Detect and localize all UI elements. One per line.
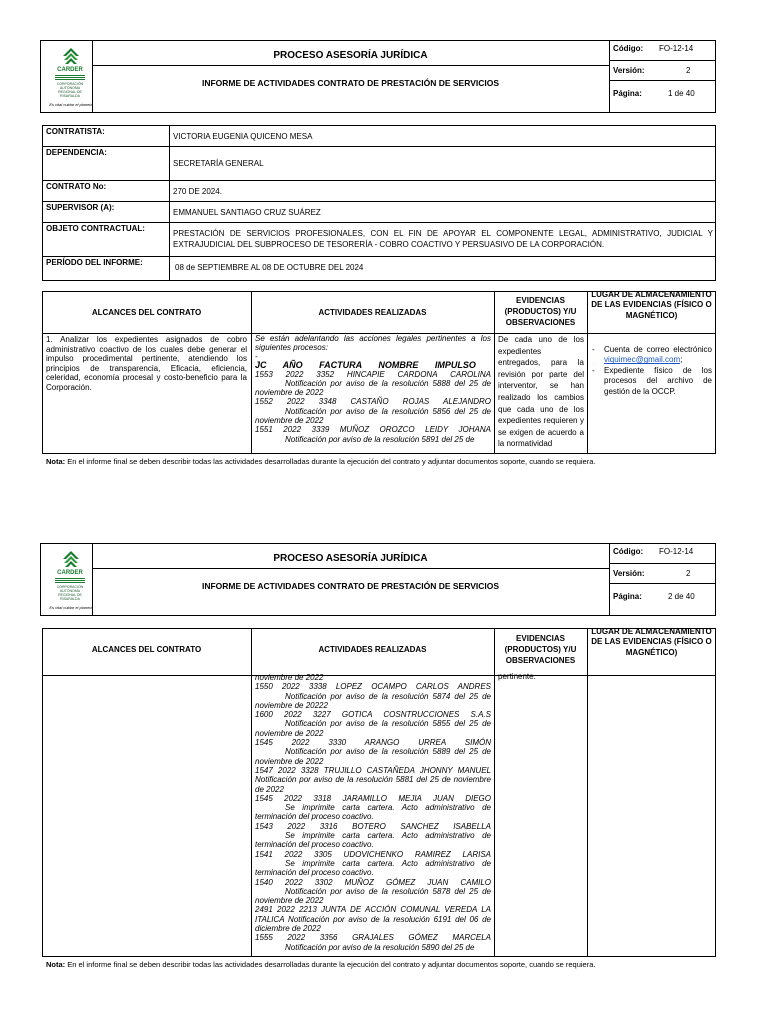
act-line: Notificación por aviso de la resolución 5891 del 25 de: [285, 434, 475, 444]
codigo-label: Código:: [613, 44, 644, 53]
act-line: Notificación por aviso de la resolución 5856 del 25 de noviembre de 2022: [255, 406, 491, 426]
act-line: 1543 2022 3316 BOTERO SANCHEZ ISABELLA: [255, 821, 491, 831]
page-title: PROCESO ASESORÍA JURÍDICA: [273, 50, 428, 61]
supervisor-value: EMMANUEL SANTIAGO CRUZ SUÁREZ: [173, 208, 321, 217]
logo-name: CARDER: [57, 570, 83, 576]
codigo-label: Código:: [613, 547, 644, 556]
periodo-label: PERÍODO DEL INFORME:: [46, 258, 143, 267]
objeto-value: PRESTACIÓN DE SERVICIOS PROFESIONALES, CON EL FIN DE APOYAR EL COMPONENTE LEGAL, ADMINISTRATIVO, JUDICIAL Y EXTRAJUDICIAL DEL SUBPROCESO DE TESORERÍA - COBRO COACTIVO Y PERSUASIVO DE LA CORPORACIÓN.: [173, 229, 713, 249]
act-line: 1553 2022 3352 HINCAPIE CARDONA CAROLINA: [255, 369, 491, 379]
col-actividades: ACTIVIDADES REALIZADAS: [318, 308, 427, 317]
activities-col-header: JC AÑO FACTURA NOMBRE IMPULSO: [255, 359, 476, 370]
act-line: 1551 2022 3339 MUÑOZ OROZCO LEIDY JOHANA: [255, 425, 491, 435]
pagina-value: 1 de 40: [668, 89, 695, 98]
act-line: Se imprimite carta cartera. Acto administrativo de terminación del proceso coactivo.: [255, 831, 491, 850]
version-value: 2: [686, 66, 691, 75]
activities-dash: -: [255, 351, 258, 361]
col-lugar: LUGAR DE ALMACENAMIENTO DE LAS EVIDENCIAS (FÍSICO O MAGNÉTICO): [591, 627, 712, 657]
col-evidencias: EVIDENCIAS (PRODUCTOS) Y/U OBSERVACIONES: [504, 296, 577, 327]
col-alcances: ALCANCES DEL CONTRATO: [91, 308, 202, 317]
activities-cell-page1: [255, 334, 491, 453]
codigo-value: FO-12-14: [659, 547, 694, 556]
document-subtitle: INFORME DE ACTIVIDADES CONTRATO DE PRESTACIÓN DE SERVICIOS: [201, 581, 500, 591]
email-link[interactable]: viquimec@gmail.com: [604, 355, 681, 365]
dependencia-value: SECRETARÍA GENERAL: [173, 159, 264, 168]
carder-logo: [49, 548, 93, 612]
act-line: 1541 2022 3305 UDOVICHENKO RAMIREZ LARISA: [255, 849, 491, 859]
version-label: Versión:: [613, 66, 645, 75]
act-line: Notificación por aviso de la resolución 5890 del 25 de: [285, 942, 475, 952]
alcance-text: 1. Analizar los expedientes asignados de cobro administrativo coactivo de los cuales debe generar el impulso procedimental pertinente, atendiendo los principios de transparencia, Eficacia, eficiencia, celeridad, economía procesal y costo-beneficio para la Corporación.: [46, 335, 247, 392]
act-line: Notificación por aviso de la resolución 5855 del 25 de noviembre de 2022: [255, 719, 491, 738]
periodo-value: 08 de SEPTIEMBRE AL 08 DE OCTUBRE DEL 2024: [175, 263, 364, 272]
carder-logo: [49, 45, 93, 109]
version-value: 2: [686, 569, 691, 578]
col-alcances: ALCANCES DEL CONTRATO: [91, 645, 202, 654]
evidencias-cell-page1: [498, 334, 584, 453]
pagina-value: 2 de 40: [668, 592, 695, 601]
activities-cell-page2: [255, 673, 491, 956]
dependencia-label: DEPENDENCIA:: [46, 148, 107, 157]
logo-org: CORPORACIÓN AUTÓNOMA REGIONAL DE RISARALDA: [56, 82, 84, 98]
page-title: PROCESO ASESORÍA JURÍDICA: [273, 553, 428, 564]
contratista-label: CONTRATISTA:: [46, 127, 105, 136]
col-actividades: ACTIVIDADES REALIZADAS: [318, 645, 427, 654]
act-line: 1552 2022 3348 CASTAÑO ROJAS ALEJANDRO: [255, 397, 491, 407]
act-line: 2491 2022 2213 JUNTA DE ACCIÓN COMUNAL VEREDA LA ITALICA Notificación por aviso de la resolución 6191 del 06 de diciembre de 2022: [255, 905, 491, 934]
lugar-list: [590, 345, 712, 397]
leaf-icon: [61, 550, 81, 570]
act-line: noviembre de 2022: [255, 673, 324, 682]
act-line: Notificación por aviso de la resolución 5874 del 25 de noviembre de 20222: [255, 691, 491, 710]
contratista-value: VICTORIA EUGENIA QUICENO MESA: [173, 132, 313, 141]
evidencia-text-page2: pertinente.: [498, 672, 536, 681]
col-lugar: LUGAR DE ALMACENAMIENTO DE LAS EVIDENCIAS (FÍSICO O MAGNÉTICO): [591, 290, 712, 320]
evidencia-text: De cada uno de los expedientes entregados, para la revisión por parte del interventor, se han realizado los cambios que cada uno de los expedientes requieren y se exigen de acuerdo a la normatividad: [498, 335, 584, 449]
act-line: Notificación por aviso de la resolución 5878 del 25 de noviembre de 2022: [255, 886, 491, 906]
info-table: [42, 125, 716, 281]
lugar-item-archivo: - Expediente físico de los procesos del archivo de gestión de la OCCP.: [590, 366, 712, 397]
act-line: 1540 2022 3302 MUÑOZ GÓMEZ JUAN CAMILO: [255, 877, 491, 887]
act-line: Se imprimite carta cartera. Acto administrativo de terminación del proceso coactivo.: [255, 858, 491, 878]
act-line: Notificación por aviso de la resolución 5888 del 25 de noviembre de 2022: [255, 378, 491, 398]
pagina-label: Página:: [613, 89, 642, 98]
leaf-icon: [61, 47, 81, 67]
act-line: 1545 2022 3318 JARAMILLO MEJIA JUAN DIEGO: [255, 793, 491, 803]
logo-slogan: Es vital cuidar el planeta: [49, 102, 93, 107]
contrato-value: 270 DE 2024.: [173, 187, 222, 196]
activities-intro: Se están adelantando las acciones legales pertinentes a los siguientes procesos:: [255, 334, 491, 353]
act-line: 1545 2022 3330 ARANGO URREA SIMÓN: [255, 738, 491, 748]
lugar-item-email: - Cuenta de correo electrónico viquimec@gmail.com;: [590, 345, 712, 366]
contrato-label: CONTRATO No:: [46, 182, 107, 191]
pagina-label: Página:: [613, 592, 642, 601]
codigo-value: FO-12-14: [659, 44, 694, 53]
col-evidencias: EVIDENCIAS (PRODUCTOS) Y/U OBSERVACIONES: [504, 634, 577, 665]
act-line: Se imprimite carta cartera. Acto administrativo de terminación del proceso coactivo.: [255, 803, 491, 822]
note-page1: Nota: En el informe final se deben describir todas las actividades desarrolladas durante la ejecución del contrato y adjuntar documentos soporte, cuando se requiera.: [46, 457, 596, 466]
act-line: 1555 2022 3356 GRAJALES GÓMEZ MARCELA: [255, 933, 491, 943]
logo-slogan: Es vital cuidar el planeta: [49, 605, 93, 610]
act-line: 1547 2022 3328 TRUJILLO CASTAÑEDA JHONNY MANUEL Notificación por aviso de la resolución 5881 del 25 de noviembre de 2022: [255, 765, 491, 794]
act-line: 1600 2022 3227 GOTICA COSNTRUCCIONES S.A.S: [255, 710, 491, 720]
act-line: Notificación por aviso de la resolución 5889 del 25 de noviembre de 2022: [255, 747, 491, 766]
objeto-label: OBJETO CONTRACTUAL:: [46, 224, 145, 233]
supervisor-label: SUPERVISOR (A):: [46, 203, 115, 212]
act-line: 1550 2022 3338 LOPEZ OCAMPO CARLOS ANDRES: [255, 682, 491, 692]
note-page2: Nota: En el informe final se deben describir todas las actividades desarrolladas durante la ejecución del contrato y adjuntar documentos soporte, cuando se requiera.: [46, 960, 596, 969]
version-label: Versión:: [613, 569, 645, 578]
logo-org: CORPORACIÓN AUTÓNOMA REGIONAL DE RISARALDA: [56, 585, 84, 601]
logo-name: CARDER: [57, 67, 83, 73]
document-subtitle: INFORME DE ACTIVIDADES CONTRATO DE PRESTACIÓN DE SERVICIOS: [201, 78, 500, 88]
